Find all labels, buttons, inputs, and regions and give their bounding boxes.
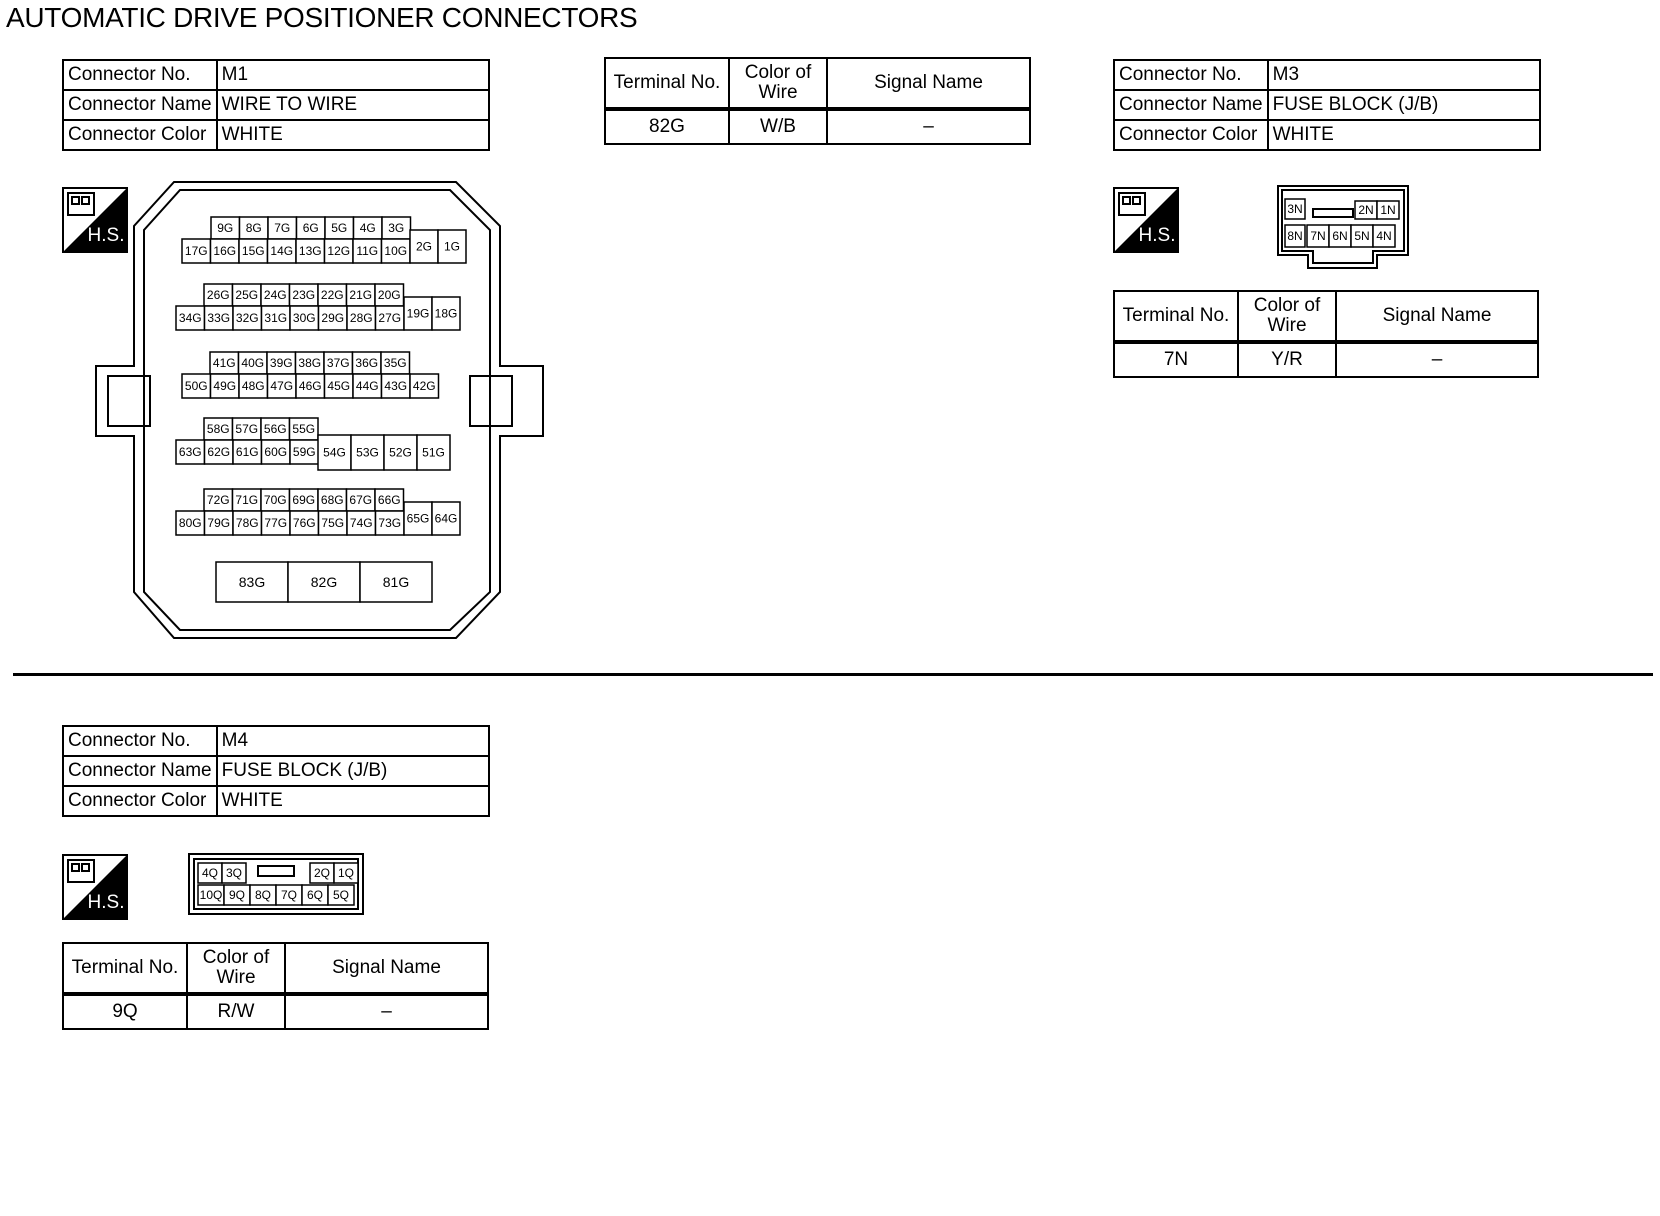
terminal-label: 44G — [355, 379, 379, 393]
terminal-label: 3Q — [225, 866, 243, 880]
info-key: Connector Name — [63, 90, 217, 120]
terminal-label: 34G — [178, 311, 202, 325]
terminal-label: 58G — [206, 422, 230, 436]
terminal-label: 2G — [415, 239, 433, 254]
terminal-label: 1G — [443, 239, 461, 254]
terminal-label: 5G — [331, 221, 348, 235]
table-row — [1114, 60, 1540, 90]
section-divider — [13, 673, 1653, 676]
terminal-label: 65G — [406, 511, 430, 526]
color-header: Color of Wire — [729, 58, 827, 109]
terminal-label: 18G — [434, 306, 458, 321]
info-key: Connector No. — [63, 726, 217, 756]
table-header-row — [605, 58, 1030, 109]
hs-label: H.S. — [1138, 225, 1176, 246]
terminal-label: 7N — [1310, 229, 1326, 243]
page-title: AUTOMATIC DRIVE POSITIONER CONNECTORS — [6, 2, 638, 33]
terminal-label: 10Q — [199, 888, 223, 902]
terminal-label: 62G — [207, 445, 231, 459]
signal-cell: – — [827, 109, 1030, 144]
table-row — [63, 994, 488, 1029]
terminal-label: 4Q — [201, 866, 219, 880]
info-value: FUSE BLOCK (J/B) — [217, 756, 489, 786]
m4-info-table — [62, 725, 490, 817]
terminal-label: 40G — [241, 356, 265, 370]
table-row — [63, 756, 489, 786]
info-key: Connector Name — [63, 756, 217, 786]
terminal-label: 73G — [378, 516, 402, 530]
m1-connector-diagram — [94, 180, 544, 640]
terminal-label: 2N — [1358, 203, 1374, 217]
terminal-cell: 82G — [605, 109, 729, 144]
table-row — [63, 120, 489, 150]
m3-connector-diagram — [1277, 185, 1409, 269]
terminal-label: 39G — [269, 356, 293, 370]
terminal-label: 49G — [213, 379, 237, 393]
terminal-cell: 9Q — [63, 994, 187, 1029]
terminal-label: 63G — [178, 445, 202, 459]
terminal-label: 30G — [292, 311, 316, 325]
info-value: WHITE — [1268, 120, 1540, 150]
terminal-label: 1Q — [337, 866, 355, 880]
color-header: Color of Wire — [1238, 291, 1336, 342]
terminal-label: 6N — [1332, 229, 1348, 243]
m3-signal-table — [1113, 290, 1539, 378]
m1-info-table — [62, 59, 490, 151]
color-header: Color of Wire — [187, 943, 285, 994]
m4-connector-diagram — [188, 853, 364, 915]
terminal-label: 2Q — [313, 866, 331, 880]
terminal-label: 11G — [356, 244, 379, 258]
harness-side-icon — [62, 854, 128, 920]
table-row — [63, 726, 489, 756]
hs-label: H.S. — [87, 892, 125, 913]
terminal-label: 79G — [207, 516, 231, 530]
terminal-label: 8G — [245, 221, 262, 235]
table-header-row — [1114, 291, 1538, 342]
terminal-label: 43G — [384, 379, 408, 393]
terminal-label: 70G — [263, 493, 287, 507]
hs-label: H.S. — [87, 225, 125, 246]
info-value: WHITE — [217, 120, 489, 150]
terminal-label: 81G — [382, 574, 410, 590]
signal-cell: – — [285, 994, 488, 1029]
terminal-label: 37G — [326, 356, 350, 370]
terminal-header: Terminal No. — [63, 943, 187, 994]
terminal-label: 5N — [1354, 229, 1370, 243]
terminal-label: 50G — [184, 379, 208, 393]
terminal-label: 13G — [298, 244, 322, 258]
harness-side-icon — [1113, 187, 1179, 253]
m3-info-table — [1113, 59, 1541, 151]
m4-signal-table — [62, 942, 489, 1030]
terminal-label: 61G — [235, 445, 259, 459]
signal-header: Signal Name — [1336, 291, 1538, 342]
table-row — [1114, 90, 1540, 120]
table-row — [63, 90, 489, 120]
terminal-label: 22G — [320, 288, 344, 302]
terminal-cell: 7N — [1114, 342, 1238, 377]
terminal-label: 60G — [264, 445, 288, 459]
info-value: WIRE TO WIRE — [217, 90, 489, 120]
signal-cell: – — [1336, 342, 1538, 377]
terminal-label: 9Q — [228, 888, 246, 902]
terminal-label: 83G — [238, 574, 266, 590]
terminal-label: 82G — [310, 574, 338, 590]
terminal-label: 33G — [207, 311, 231, 325]
terminal-label: 28G — [349, 311, 373, 325]
terminal-label: 3N — [1287, 202, 1303, 216]
table-row — [605, 109, 1030, 144]
terminal-label: 57G — [235, 422, 259, 436]
terminal-label: 8Q — [254, 888, 272, 902]
terminal-label: 53G — [356, 445, 379, 460]
terminal-label: 24G — [263, 288, 287, 302]
info-value: FUSE BLOCK (J/B) — [1268, 90, 1540, 120]
info-key: Connector Color — [1114, 120, 1268, 150]
terminal-label: 21G — [349, 288, 373, 302]
terminal-label: 7G — [274, 221, 291, 235]
terminal-label: 16G — [213, 244, 237, 258]
terminal-label: 55G — [292, 422, 316, 436]
terminal-label: 10G — [384, 244, 408, 258]
terminal-header: Terminal No. — [1114, 291, 1238, 342]
terminal-label: 36G — [355, 356, 379, 370]
terminal-label: 52G — [389, 445, 412, 460]
terminal-label: 48G — [241, 379, 265, 393]
terminal-label: 31G — [264, 311, 288, 325]
terminal-label: 14G — [270, 244, 294, 258]
terminal-label: 6G — [302, 221, 319, 235]
terminal-label: 45G — [327, 379, 351, 393]
terminal-label: 47G — [270, 379, 294, 393]
terminal-label: 8N — [1287, 229, 1303, 243]
terminal-label: 15G — [241, 244, 265, 258]
terminal-label: 1N — [1380, 203, 1396, 217]
terminal-label: 12G — [327, 244, 351, 258]
terminal-label: 23G — [292, 288, 316, 302]
terminal-label: 68G — [320, 493, 344, 507]
info-value: M3 — [1268, 60, 1540, 90]
terminal-label: 78G — [235, 516, 259, 530]
terminal-label: 4G — [359, 221, 376, 235]
terminal-label: 67G — [349, 493, 373, 507]
terminal-label: 42G — [412, 379, 436, 393]
terminal-label: 75G — [321, 516, 345, 530]
terminal-label: 3G — [388, 221, 405, 235]
signal-header: Signal Name — [285, 943, 488, 994]
color-cell: R/W — [187, 994, 285, 1029]
info-value: WHITE — [217, 786, 489, 816]
terminal-label: 74G — [349, 516, 373, 530]
terminal-label: 17G — [184, 244, 208, 258]
terminal-label: 72G — [206, 493, 230, 507]
m1-signal-table — [604, 57, 1031, 145]
table-row — [63, 60, 489, 90]
info-key: Connector No. — [1114, 60, 1268, 90]
terminal-label: 27G — [378, 311, 402, 325]
color-cell: Y/R — [1238, 342, 1336, 377]
terminal-label: 26G — [206, 288, 230, 302]
terminal-label: 80G — [178, 516, 202, 530]
info-key: Connector Color — [63, 120, 217, 150]
terminal-label: 51G — [422, 445, 445, 460]
table-row — [63, 786, 489, 816]
terminal-label: 76G — [292, 516, 316, 530]
terminal-label: 41G — [212, 356, 236, 370]
terminal-label: 38G — [298, 356, 322, 370]
table-row — [1114, 120, 1540, 150]
terminal-label: 59G — [292, 445, 316, 459]
terminal-label: 19G — [406, 306, 430, 321]
info-value: M4 — [217, 726, 489, 756]
terminal-label: 77G — [264, 516, 288, 530]
terminal-label: 56G — [263, 422, 287, 436]
terminal-label: 54G — [323, 445, 346, 460]
table-row — [1114, 342, 1538, 377]
terminal-label: 25G — [235, 288, 259, 302]
terminal-label: 35G — [383, 356, 407, 370]
terminal-label: 29G — [321, 311, 345, 325]
signal-header: Signal Name — [827, 58, 1030, 109]
terminal-label: 46G — [298, 379, 322, 393]
info-value: M1 — [217, 60, 489, 90]
terminal-label: 64G — [434, 511, 458, 526]
terminal-label: 32G — [235, 311, 259, 325]
terminal-header: Terminal No. — [605, 58, 729, 109]
color-cell: W/B — [729, 109, 827, 144]
info-key: Connector Color — [63, 786, 217, 816]
table-header-row — [63, 943, 488, 994]
terminal-label: 9G — [217, 221, 234, 235]
terminal-label: 69G — [292, 493, 316, 507]
terminal-label: 7Q — [280, 888, 298, 902]
terminal-label: 6Q — [306, 888, 324, 902]
terminal-label: 4N — [1376, 229, 1392, 243]
terminal-label: 20G — [377, 288, 401, 302]
info-key: Connector No. — [63, 60, 217, 90]
terminal-label: 71G — [235, 493, 259, 507]
info-key: Connector Name — [1114, 90, 1268, 120]
terminal-label: 5Q — [332, 888, 350, 902]
terminal-label: 66G — [377, 493, 401, 507]
